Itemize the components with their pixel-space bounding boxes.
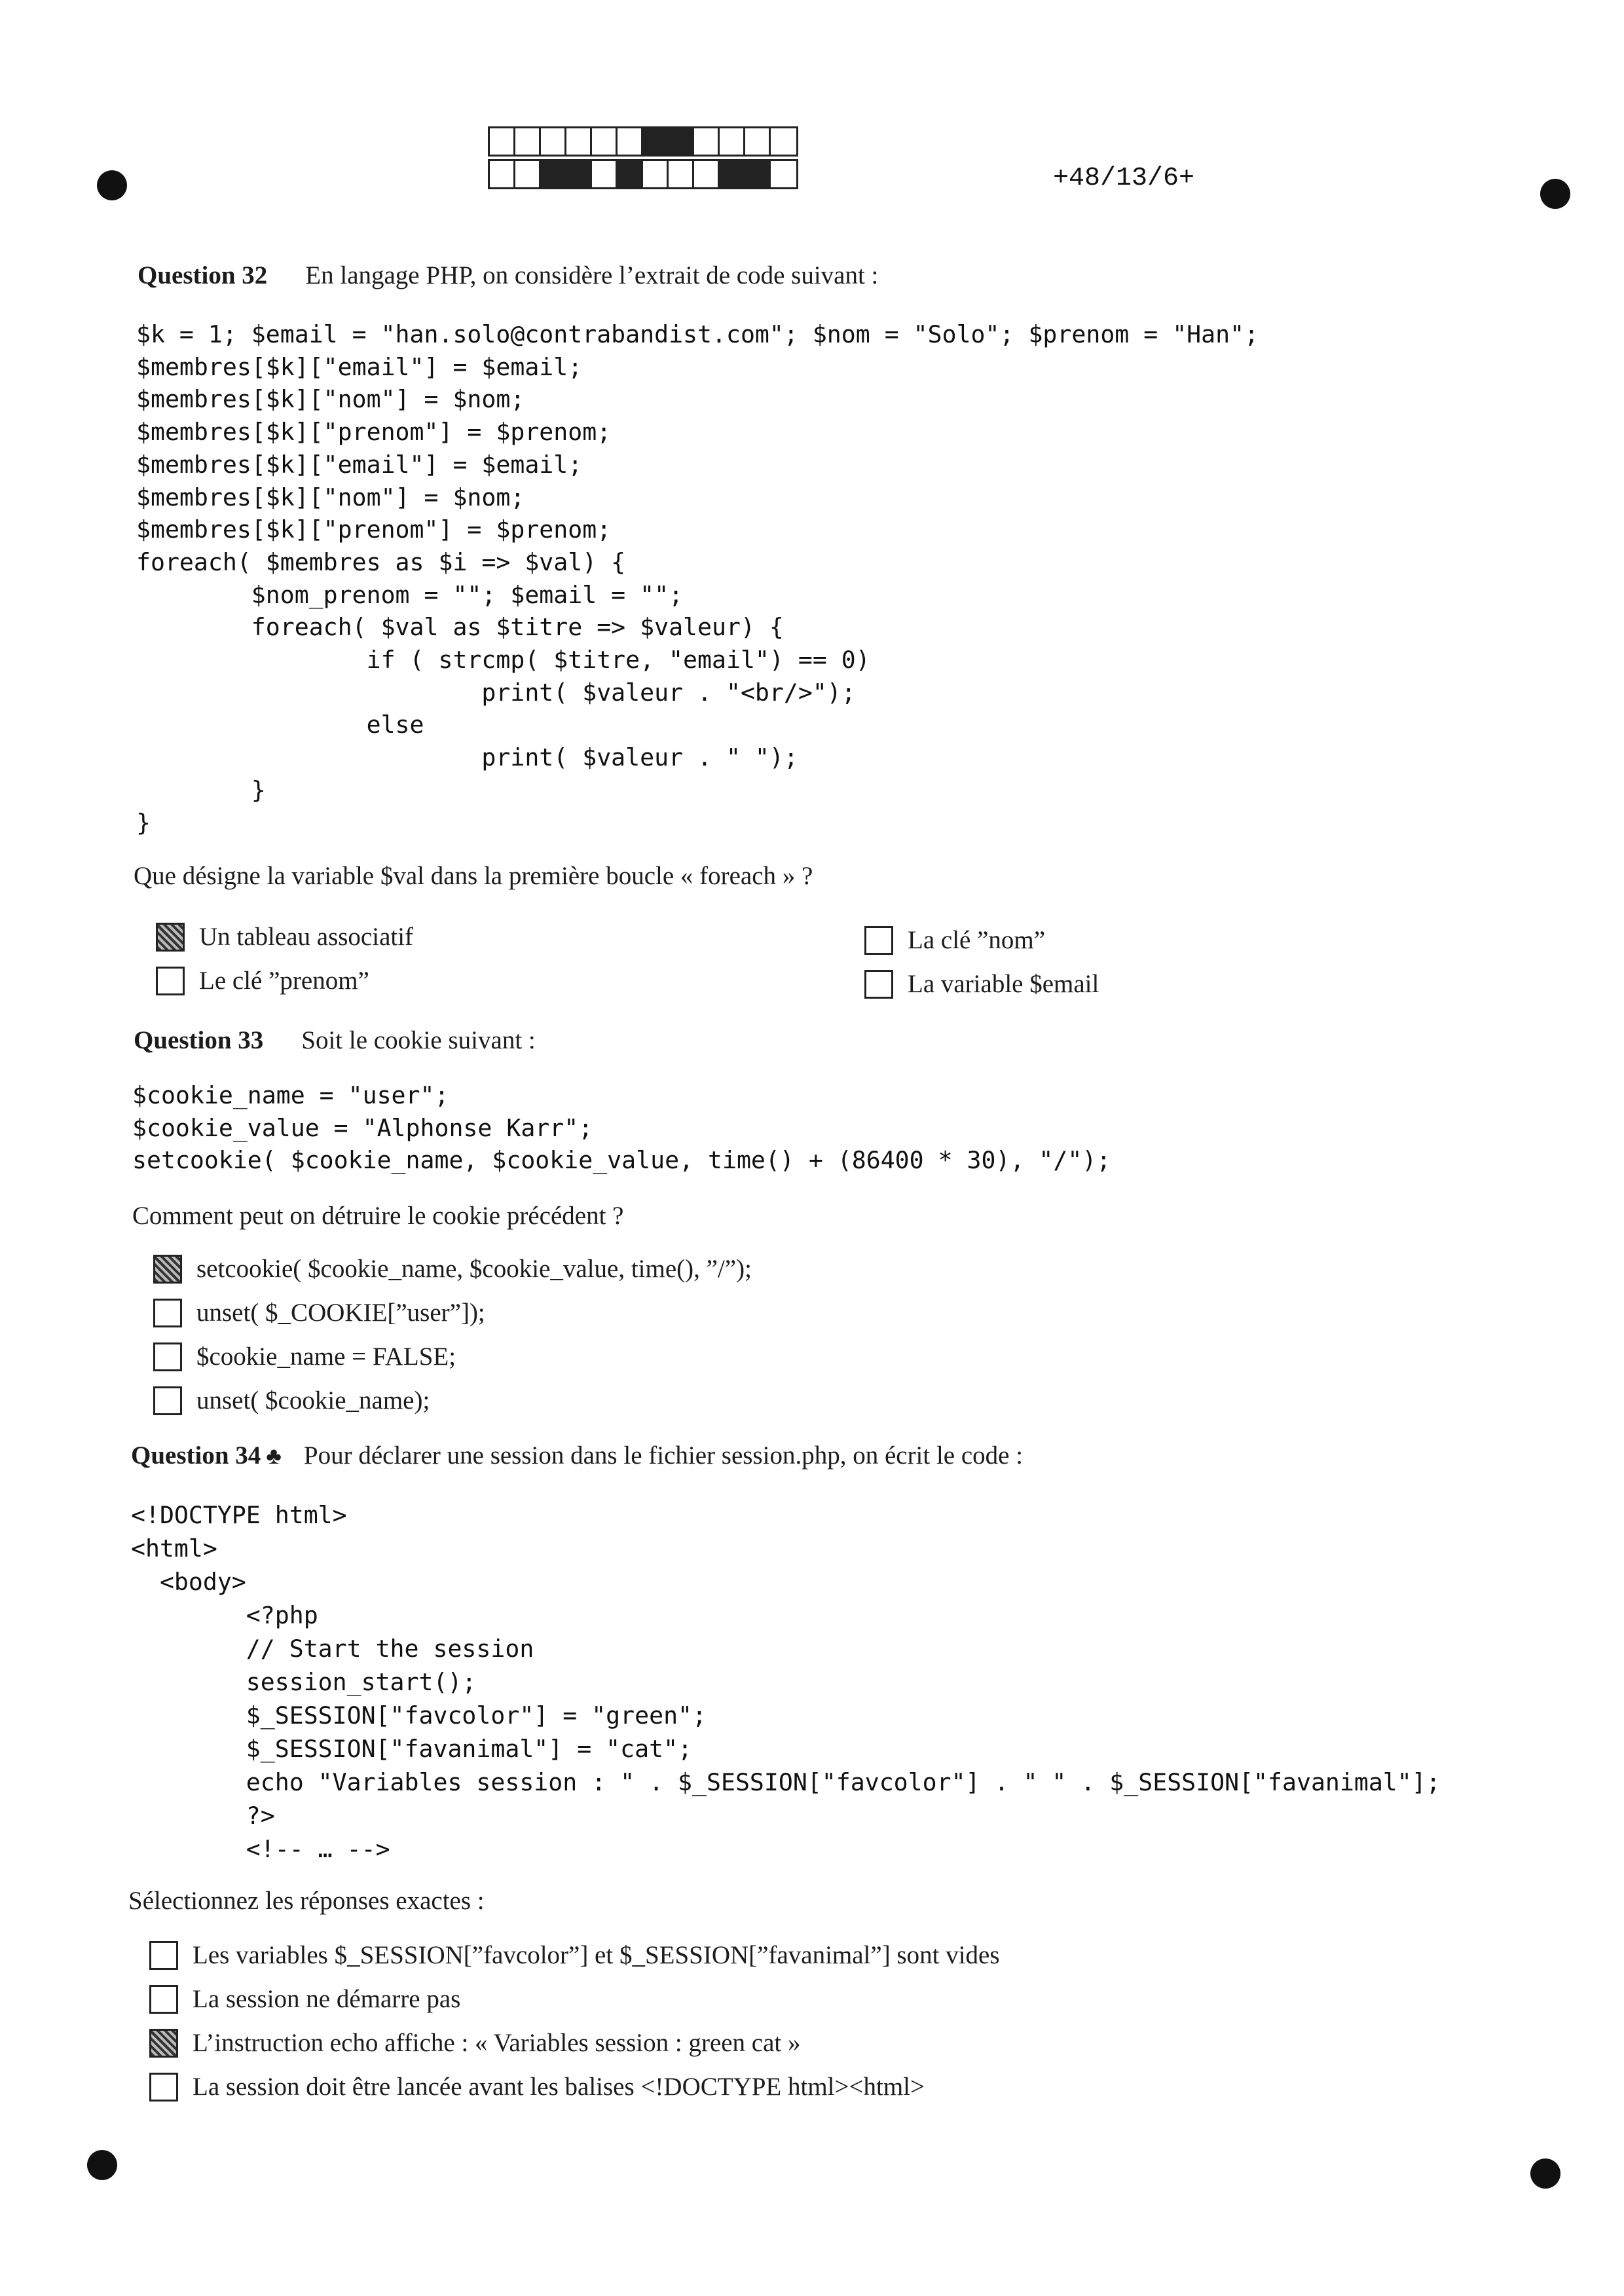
q33-option-4[interactable] [153,1386,430,1415]
q33-option-3[interactable] [153,1342,456,1371]
q32-option-1[interactable] [156,922,413,952]
option-label: unset( $cookie_name); [196,1386,430,1415]
checkbox[interactable] [153,1255,182,1284]
checkbox[interactable] [149,1985,178,2014]
barcode-row-bottom [488,159,798,189]
q32-option-2[interactable] [156,966,369,995]
question-32-header [138,261,878,290]
question-34-code: <!DOCTYPE html> <html> <body> <?php // Start the session session_start(); $_SESSION["favcolor"] = "green"; $_SESSION["favanimal"] = "cat"; echo "Variables session : " . $_SESSION["favcolor"] . " " . $_SESSION["favanimal"]; ?> <!-- … --> [131,1501,1441,1863]
barcode-cell [618,128,643,155]
checkbox[interactable] [153,1386,182,1415]
option-label: La variable $email [908,970,1099,998]
barcode-cell [541,161,566,187]
checkbox[interactable] [156,923,185,952]
question-32-code: $k = 1; $email = "han.solo@contrabandist.com"; $nom = "Solo"; $prenom = "Han"; $membres[$k]["email"] = $email; $membres[$k]["nom"] = $nom; $membres[$k]["prenom"] = $prenom; $membres[$k]["email"] = $email; $membres[$k]["nom"] = $nom; $membres[$k]["prenom"] = $prenom; foreach( $membres as $i => $val) { $nom_prenom = ""; $email = ""; foreach( $val as $titre => $valeur) { if ( strcmp( $titre, "email") == 0) print( $valeur . "<br/>"); else print( $valeur . " "); } } [136,320,1259,837]
barcode-cell [694,128,720,155]
question-number: Question 34 [131,1441,261,1470]
registration-dot-bottom-left [87,2150,117,2180]
barcode-cell [566,161,592,187]
q34-option-3[interactable] [149,2028,801,2058]
option-label: Le clé ”prenom” [199,967,369,995]
option-label: L’instruction echo affiche : « Variables session : green cat » [193,2029,801,2057]
option-label: La session doit être lancée avant les balises <!DOCTYPE html><html> [193,2073,925,2101]
question-33-prompt: Comment peut on détruire le cookie précédent ? [132,1202,624,1230]
barcode-cell [618,161,643,187]
q33-option-2[interactable] [153,1298,485,1327]
q34-option-1[interactable] [149,1940,1000,1970]
option-label: La clé ”nom” [908,926,1046,954]
checkbox[interactable] [153,1299,182,1327]
q34-option-4[interactable] [149,2072,925,2102]
barcode-cell [541,128,566,155]
checkbox[interactable] [149,1941,178,1970]
barcode-cell [643,161,669,187]
barcode-cell [490,128,515,155]
registration-dot-bottom-right [1530,2158,1560,2189]
barcode-cell [669,161,694,187]
option-label: setcookie( $cookie_name, $cookie_value, time(), ”/”); [196,1255,752,1283]
checkbox[interactable] [864,926,893,955]
registration-dot-top-left [97,170,127,200]
question-number: Question 33 [134,1026,264,1054]
barcode-row-top [488,126,798,157]
question-number: Question 32 [138,261,268,289]
question-34-prompt: Sélectionnez les réponses exactes : [128,1887,485,1915]
question-intro: Pour déclarer une session dans le fichier session.php, on écrit le code : [303,1441,1024,1470]
option-label: Les variables $_SESSION[”favcolor”] et $_SESSION[”favanimal”] sont vides [193,1941,1000,1969]
registration-dot-top-right [1540,179,1570,209]
barcode-cell [745,161,771,187]
option-label: Un tableau associatif [199,923,414,951]
checkbox[interactable] [149,2073,178,2102]
barcode-cell [566,128,592,155]
q34-option-2[interactable] [149,1984,460,2014]
barcode-cell [490,161,515,187]
barcode-cell [592,128,618,155]
question-33-code: $cookie_name = "user"; $cookie_value = "Alphonse Karr"; setcookie( $cookie_name, $cookie_value, time() + (86400 * 30), "/"); [132,1081,1111,1175]
club-icon: ♣ [266,1443,282,1469]
barcode-cell [771,161,796,187]
question-34-header [131,1441,1023,1470]
barcode-cell [771,128,796,155]
option-label: $cookie_name = FALSE; [196,1342,456,1371]
q32-option-4[interactable] [864,969,1099,999]
checkbox[interactable] [153,1342,182,1371]
q33-option-1[interactable] [153,1254,752,1284]
barcode-cell [720,128,745,155]
option-label: La session ne démarre pas [193,1985,461,2013]
q32-option-3[interactable] [864,925,1045,955]
checkbox[interactable] [149,2029,178,2058]
barcode-cell [669,128,694,155]
question-32-prompt: Que désigne la variable $val dans la première boucle « foreach » ? [134,862,813,890]
barcode-cell [745,128,771,155]
barcode-cell [720,161,745,187]
option-label: unset( $_COOKIE[”user”]); [196,1299,485,1327]
barcode-cell [694,161,720,187]
barcode-cell [643,128,669,155]
barcode-cell [515,161,541,187]
barcode-cell [515,128,541,155]
checkbox[interactable] [156,967,185,995]
question-intro: En langage PHP, on considère l’extrait de code suivant : [305,261,879,289]
barcode-cell [592,161,618,187]
checkbox[interactable] [864,970,893,999]
question-intro: Soit le cookie suivant : [301,1026,536,1054]
question-33-header [134,1026,536,1055]
page-id: +48/13/6+ [1053,164,1195,193]
